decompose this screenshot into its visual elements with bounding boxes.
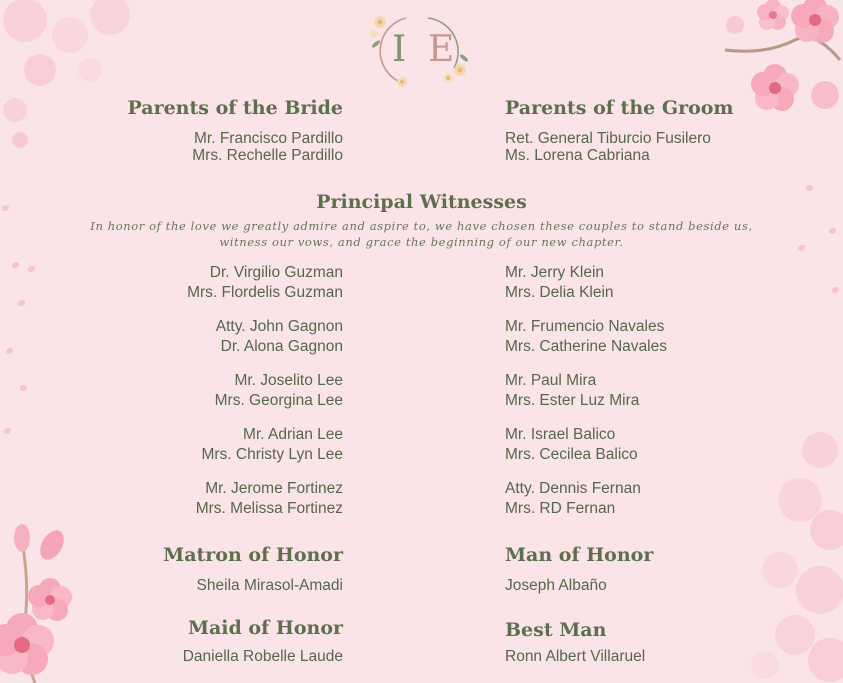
witness-name: Mrs. Georgina Lee <box>214 392 343 409</box>
petal-decoration <box>18 300 25 306</box>
witness-couple-right <box>505 372 639 409</box>
witness-name: Mrs. Melissa Fortinez <box>195 500 343 517</box>
petal-decoration <box>4 428 11 434</box>
witness-name: Dr. Virgilio Guzman <box>209 264 343 281</box>
petal-decoration <box>28 266 35 272</box>
witness-name: Mrs. Delia Klein <box>505 284 614 301</box>
groom-parent-name: Ret. General Tiburcio Fusilero <box>505 130 711 147</box>
cherry-blossom-bottom-left-decoration <box>0 520 80 683</box>
witness-name: Mr. Joselito Lee <box>234 372 343 389</box>
maid-of-honor-heading: Maid of Honor <box>187 617 343 639</box>
best-man-heading: Best Man <box>505 619 607 641</box>
witness-couple-right <box>505 426 638 463</box>
monogram <box>366 8 476 94</box>
witness-name: Mrs. Flordelis Guzman <box>187 284 343 301</box>
bride-parent-name: Mr. Francisco Pardillo <box>193 130 343 147</box>
witness-name: Dr. Alona Gagnon <box>220 338 343 355</box>
principal-witnesses-heading: Principal Witnesses <box>316 191 527 213</box>
witness-couple-left <box>187 264 343 301</box>
witness-name: Mr. Adrian Lee <box>243 426 343 443</box>
monogram-wreath-icon <box>366 8 476 94</box>
parents-of-bride-heading: Parents of the Bride <box>127 97 343 119</box>
petal-decoration <box>6 348 13 354</box>
witness-couple-right <box>505 318 667 355</box>
witness-name: Mrs. RD Fernan <box>505 500 616 517</box>
parents-of-bride-names <box>192 130 343 164</box>
witness-name: Mr. Jerome Fortinez <box>205 480 343 497</box>
parents-of-groom-names <box>505 130 711 164</box>
petal-decoration <box>20 385 27 391</box>
witness-couple-right <box>505 264 614 301</box>
witness-couple-left <box>216 318 343 355</box>
witness-couple-right <box>505 480 641 517</box>
cherry-blossom-bottom-right-decoration <box>740 420 843 683</box>
petal-decoration <box>829 228 836 234</box>
monogram-letter-left: I <box>392 29 407 70</box>
witness-name: Mrs. Christy Lyn Lee <box>201 446 343 463</box>
parents-of-groom-heading: Parents of the Groom <box>505 97 734 119</box>
witness-name: Mr. Frumencio Navales <box>505 318 665 335</box>
witness-couple-left <box>196 480 343 517</box>
bride-parent-name: Mrs. Rechelle Pardillo <box>192 147 343 164</box>
witness-name: Mr. Israel Balico <box>505 426 616 443</box>
witness-name: Mr. Jerry Klein <box>505 264 605 281</box>
matron-of-honor-heading: Matron of Honor <box>163 544 343 566</box>
man-of-honor-heading: Man of Honor <box>505 544 654 566</box>
witness-name: Mr. Paul Mira <box>505 372 597 389</box>
best-man-name: Ronn Albert Villaruel <box>505 648 646 665</box>
witness-name: Atty. Dennis Fernan <box>505 480 641 497</box>
matron-of-honor-name: Sheila Mirasol-Amadi <box>196 577 343 594</box>
witness-name: Atty. John Gagnon <box>215 318 343 335</box>
witness-couple-left <box>215 372 343 409</box>
petal-decoration <box>832 287 839 293</box>
petal-decoration <box>798 245 805 251</box>
monogram-letter-right: E <box>428 29 455 70</box>
man-of-honor-name: Joseph Albaño <box>505 577 607 594</box>
witness-name: Mrs. Catherine Navales <box>505 338 667 355</box>
witness-name: Mrs. Cecilea Balico <box>505 446 638 463</box>
witnesses-intro-text: In honor of the love we greatly admire and aspire to, we have chosen these couples to stand beside us, witness our vows, and grace the beginning of our new chapter. <box>90 219 753 249</box>
groom-parent-name: Ms. Lorena Cabriana <box>505 147 650 164</box>
maid-of-honor-name: Daniella Robelle Laude <box>182 648 343 665</box>
witness-name: Mrs. Ester Luz Mira <box>505 392 640 409</box>
petal-decoration <box>12 262 19 268</box>
witness-couple-left <box>201 426 343 463</box>
